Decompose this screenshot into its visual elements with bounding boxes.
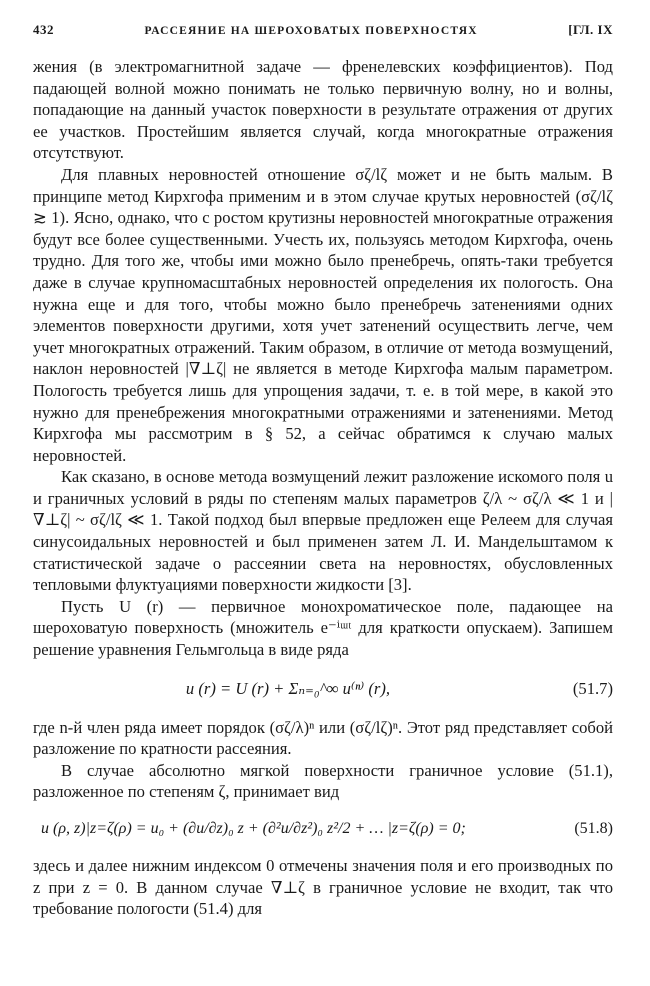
paragraph: здесь и далее нижним индексом 0 отмечены значения поля и его производных по z при z = 0. В данном случае ∇⊥ζ в граничное условие не входит, так что требование пологости (51.4) для	[33, 856, 613, 919]
paragraph: Пусть U (r) — первичное монохроматическое поле, падающее на шероховатую поверхность (множитель e⁻ⁱᵚᵗ для краткости опускаем). Запишем решение уравнения Гельмгольца в виде ряда	[33, 596, 613, 660]
equation-51-8	[33, 803, 613, 855]
page	[33, 22, 613, 920]
paragraph: жения (в электромагнитной задаче — френелевских коэффициентов). Под падающей волной можно понимать не только первичную волну, но и волны, попадающие на данный участок поверхности в результате отражения от других ее участков. Простейшим является случай, когда многократные отражения отсутствуют.	[33, 57, 613, 163]
paragraph: где n-й член ряда имеет порядок (σζ/λ)ⁿ или (σζ/lζ)ⁿ. Этот ряд представляет собой разложение по кратности рассеяния.	[33, 717, 613, 759]
equation-body: u (ρ, z)|z=ζ(ρ) = u₀ + (∂u/∂z)₀ z + (∂²u/∂z²)₀ z²/2 + … |z=ζ(ρ) = 0;	[41, 820, 466, 837]
equation-body: u (r) = U (r) + Σₙ₌₀^∞ u⁽ⁿ⁾ (r),	[185, 678, 391, 698]
chapter-label: [ГЛ. IX	[568, 22, 613, 37]
running-header	[33, 22, 613, 48]
equation-number: (51.7)	[572, 678, 613, 698]
equation-number: (51.8)	[574, 820, 613, 837]
page-number: 432	[33, 22, 54, 37]
body-text	[33, 56, 613, 920]
running-title: РАССЕЯНИЕ НА ШЕРОХОВАТЫХ ПОВЕРХНОСТЯХ	[144, 25, 478, 37]
equation-51-7	[33, 661, 613, 717]
paragraph: Для плавных неровностей отношение σζ/lζ может и не быть малым. В принципе метод Кирхгофа применим и в этом случае крутых неровностей (σζ/lζ ≳ 1). Ясно, однако, что с ростом крутизны неровностей многократные отражения будут все более существенными. Учесть их, пользуясь методом Кирхгофа, очень трудно. Для того же, чтобы ими можно было пренебречь, опять-таки требуется даже в случае крупномасштабных неровностей определения их пологость. Она нужна еще и для того, чтобы можно было пренебречь затенениями одних элементов поверхности другими, хотя учет затенений осуществить легче, чем учет многократных отражений. Таким образом, в отличие от метода возмущений, наклон неровностей |∇⊥ζ| не является в методе Кирхгофа малым параметром. Пологость требуется лишь для упрощения задачи, т. е. в той мере, в какой это нужно для пренебрежения многократными отражениями и затенениями. Метод Кирхгофа мы рассмотрим в § 52, а сейчас обратимся к случаю малых неровностей.	[33, 164, 613, 465]
paragraph: В случае абсолютно мягкой поверхности граничное условие (51.1), разложенное по степеням ζ, принимает вид	[33, 760, 613, 802]
paragraph: Как сказано, в основе метода возмущений лежит разложение искомого поля u и граничных условий в ряды по степеням малых параметров ζ/λ ~ σζ/λ ≪ 1 и |∇⊥ζ| ~ σζ/lζ ≪ 1. Такой подход был впервые предложен еще Релеем для случая синусоидальных неровностей и был применен затем Л. И. Мандельштамом к статистической задаче о рассеянии света на неровностях, обусловленных тепловыми флуктуациями поверхности жидкости [3].	[33, 467, 613, 595]
